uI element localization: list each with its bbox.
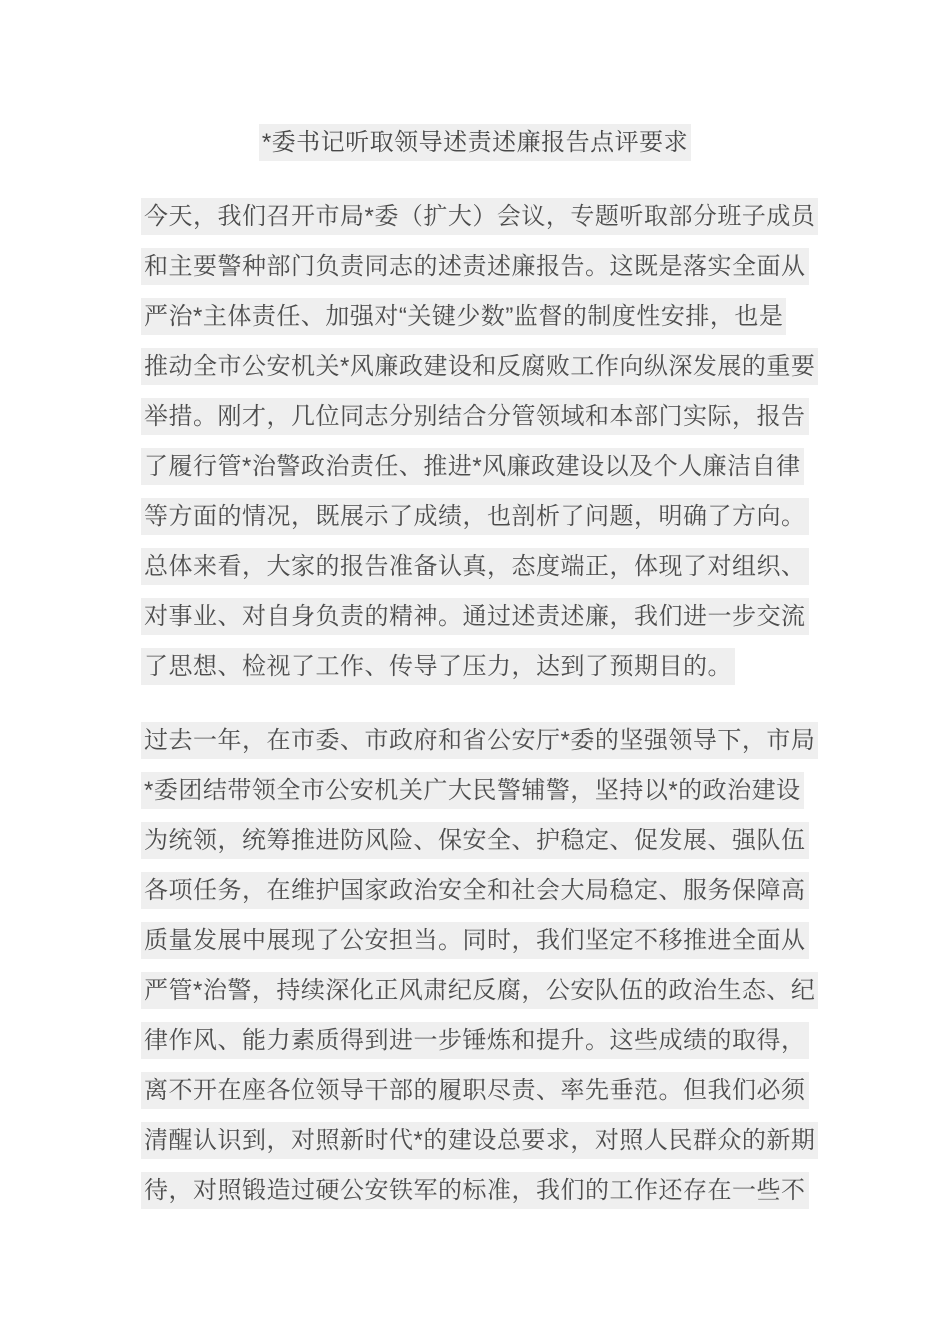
text-line bbox=[141, 715, 816, 765]
text-line-content: 举措。刚才，几位同志分别结合分管领域和本部门实际，报告 bbox=[141, 398, 809, 435]
text-line-content: 严管*治警，持续深化正风肃纪反腐，公安队伍的政治生态、纪 bbox=[141, 972, 818, 1009]
text-line bbox=[141, 641, 809, 691]
text-line bbox=[141, 1115, 816, 1165]
text-line bbox=[141, 491, 809, 541]
text-line bbox=[141, 591, 809, 641]
text-line-content: 各项任务，在维护国家政治安全和社会大局稳定、服务保障高 bbox=[141, 872, 809, 909]
text-line bbox=[141, 1015, 809, 1065]
paragraph-1 bbox=[141, 191, 816, 691]
document-title bbox=[141, 117, 809, 167]
text-line bbox=[141, 765, 809, 815]
text-line bbox=[141, 441, 809, 491]
text-line-content: 离不开在座各位领导干部的履职尽责、率先垂范。但我们必须 bbox=[141, 1072, 809, 1109]
text-line-content: 对事业、对自身负责的精神。通过述责述廉，我们进一步交流 bbox=[141, 598, 809, 635]
text-line bbox=[141, 391, 809, 441]
document-content bbox=[141, 0, 816, 1215]
text-line-content: 今天，我们召开市局*委（扩大）会议，专题听取部分班子成员 bbox=[141, 198, 818, 235]
text-line-content: 了思想、检视了工作、传导了压力，达到了预期目的。 bbox=[141, 648, 735, 685]
text-line-content: 质量发展中展现了公安担当。同时，我们坚定不移推进全面从 bbox=[141, 922, 809, 959]
text-line-content: 为统领，统筹推进防风险、保安全、护稳定、促发展、强队伍 bbox=[141, 822, 809, 859]
text-line-content: 清醒认识到，对照新时代*的建设总要求，对照人民群众的新期 bbox=[141, 1122, 818, 1159]
text-line bbox=[141, 915, 809, 965]
text-line bbox=[141, 291, 809, 341]
text-line bbox=[141, 541, 809, 591]
text-line bbox=[141, 965, 816, 1015]
text-line bbox=[141, 865, 809, 915]
text-line-content: 推动全市公安机关*风廉政建设和反腐败工作向纵深发展的重要 bbox=[141, 348, 818, 385]
text-line bbox=[141, 1165, 809, 1215]
text-line bbox=[141, 191, 816, 241]
document-title-text: *委书记听取领导述责述廉报告点评要求 bbox=[259, 124, 691, 161]
text-line bbox=[141, 1065, 809, 1115]
text-line-content: *委团结带领全市公安机关广大民警辅警，坚持以*的政治建设 bbox=[141, 772, 804, 809]
text-line bbox=[141, 341, 816, 391]
text-line-content: 等方面的情况，既展示了成绩，也剖析了问题，明确了方向。 bbox=[141, 498, 809, 535]
text-line bbox=[141, 241, 809, 291]
text-line-content: 和主要警种部门负责同志的述责述廉报告。这既是落实全面从 bbox=[141, 248, 809, 285]
text-line bbox=[141, 815, 809, 865]
paragraph-2 bbox=[141, 715, 816, 1215]
text-line-content: 总体来看，大家的报告准备认真，态度端正，体现了对组织、 bbox=[141, 548, 809, 585]
text-line-content: 严治*主体责任、加强对“关键少数”监督的制度性安排，也是 bbox=[141, 298, 786, 335]
text-line-content: 了履行管*治警政治责任、推进*风廉政建设以及个人廉洁自律 bbox=[141, 448, 804, 485]
text-line-content: 过去一年，在市委、市政府和省公安厅*委的坚强领导下，市局 bbox=[141, 722, 818, 759]
text-line-content: 律作风、能力素质得到进一步锤炼和提升。这些成绩的取得， bbox=[141, 1022, 809, 1059]
text-line-content: 待，对照锻造过硬公安铁军的标准，我们的工作还存在一些不 bbox=[141, 1172, 809, 1209]
